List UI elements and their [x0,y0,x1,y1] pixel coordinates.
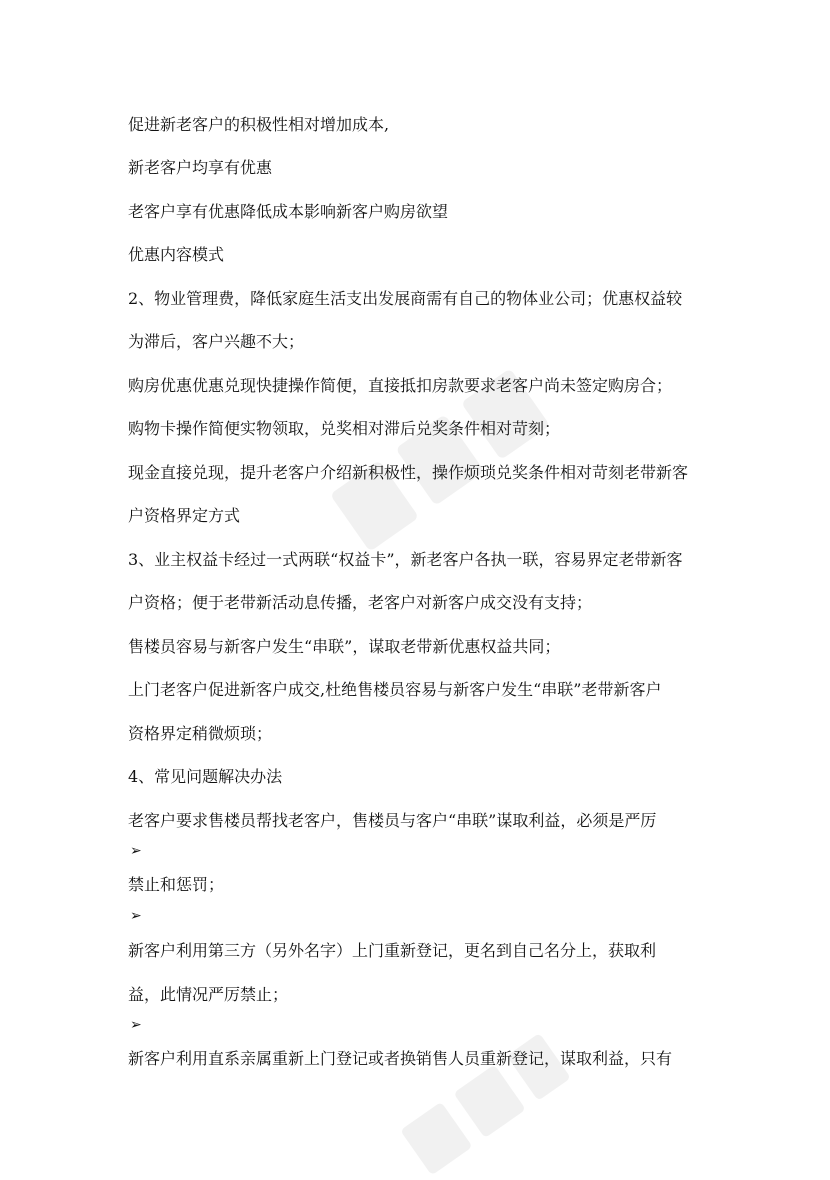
bullet-arrow-icon: ➢ [130,908,142,924]
text-line: 为滞后，客户兴趣不大； [128,332,305,351]
text-line: 老客户享有优惠降低成本影响新客户购房欲望 [128,202,449,221]
text-line: 4、常见问题解决办法 [128,767,283,786]
text-line: 禁止和惩罚； [128,875,225,894]
bullet-arrow-icon: ➢ [130,843,142,859]
text-line: 2、物业管理费，降低家庭生活支出发展商需有自己的物体业公司；优惠权益较 [128,289,683,308]
text-line: 新老客户均享有优惠 [128,158,273,177]
text-line: 购物卡操作简便实物领取，兑奖相对滞后兑奖条件相对苛刻； [128,419,561,438]
text-line: 现金直接兑现，提升老客户介绍新积极性，操作烦琐兑奖条件相对苛刻老带新客 [128,463,689,482]
text-line: 促进新老客户的积极性相对增加成本, [128,115,390,134]
text-line: 3、业主权益卡经过一式两联“权益卡”，新老客户各执一联，容易界定老带新客 [128,550,683,569]
text-line: 优惠内容模式 [128,245,225,264]
text-line: 售楼员容易与新客户发生“串联”，谋取老带新优惠权益共同； [128,637,561,656]
text-line: 上门老客户促进新客户成交,杜绝售楼员容易与新客户发生“串联”老带新客户 [128,680,662,699]
text-line: 户资格；便于老带新活动息传播，老客户对新客户成交没有支持； [128,593,593,612]
text-line: 新客户利用直系亲属重新上门登记或者换销售人员重新登记，谋取利益，只有 [128,1049,673,1068]
text-line: 新客户利用第三方（另外名字）上门重新登记，更名到自己名分上，获取利 [128,941,657,960]
bullet-arrow-icon: ➢ [130,1017,142,1033]
text-line: 户资格界定方式 [128,506,241,525]
text-line: 益，此情况严厉禁止； [128,985,289,1004]
text-line: 资格界定稍微烦琐； [128,724,273,743]
text-line: 老客户要求售楼员帮找老客户，售楼员与客户“串联”谋取利益，必须是严厉 [128,811,657,830]
text-line: 购房优惠优惠兑现快捷操作简便，直接抵扣房款要求老客户尚未签定购房合； [128,376,673,395]
